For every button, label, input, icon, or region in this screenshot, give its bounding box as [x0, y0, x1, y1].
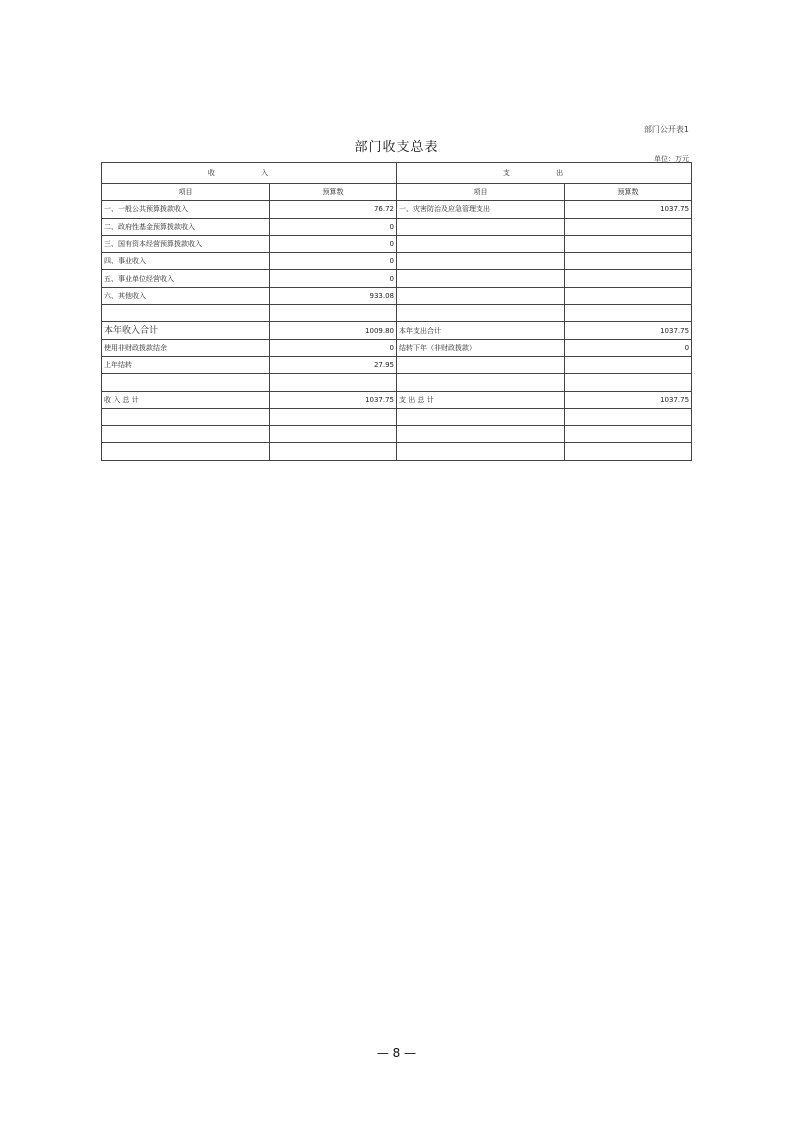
table-row	[102, 201, 692, 218]
table-row	[102, 356, 692, 373]
income-item-cell: 上年结转	[102, 356, 270, 373]
expense-item-cell	[397, 408, 565, 425]
expense-item-cell	[397, 374, 565, 391]
expense-amount-cell	[565, 443, 692, 460]
expense-amount-cell	[565, 356, 692, 373]
table-row	[102, 253, 692, 270]
table-row	[102, 218, 692, 235]
income-amount-cell: 76.72	[270, 201, 397, 218]
income-amount-cell: 0	[270, 339, 397, 356]
expense-item-cell	[397, 218, 565, 235]
income-item-cell: 五、事业单位经营收入	[102, 270, 270, 287]
table-row	[102, 408, 692, 425]
expense-amount-cell	[565, 218, 692, 235]
expense-amount-cell: 1037.75	[565, 201, 692, 218]
income-item-cell: 三、国有资本经营预算拨款收入	[102, 235, 270, 252]
income-amount-cell	[270, 408, 397, 425]
table-code-label: 部门公开表1	[643, 125, 689, 134]
column-header-row	[102, 184, 692, 201]
expense-amount-cell	[565, 305, 692, 322]
expense-item-cell	[397, 356, 565, 373]
budget-summary-table	[101, 162, 692, 461]
expense-item-cell	[397, 305, 565, 322]
income-amount-cell	[270, 374, 397, 391]
page-number: — 8 —	[376, 1046, 417, 1060]
income-item-cell: 本年收入合计	[102, 322, 270, 339]
income-amount-cell	[270, 305, 397, 322]
section-header-row	[102, 163, 692, 184]
expense-amount-cell: 1037.75	[565, 391, 692, 408]
expense-item-header: 项目	[397, 184, 565, 201]
table-row	[102, 426, 692, 443]
income-item-cell	[102, 305, 270, 322]
expense-amount-cell	[565, 270, 692, 287]
expense-item-cell	[397, 235, 565, 252]
income-amount-cell: 1037.75	[270, 391, 397, 408]
income-amount-cell: 0	[270, 253, 397, 270]
income-amount-cell: 0	[270, 218, 397, 235]
expense-item-cell: 本年支出合计	[397, 322, 565, 339]
expense-item-cell	[397, 270, 565, 287]
income-item-cell	[102, 426, 270, 443]
income-amount-header: 预算数	[270, 184, 397, 201]
expense-amount-cell	[565, 253, 692, 270]
expense-item-cell	[397, 287, 565, 304]
table-row	[102, 305, 692, 322]
expense-amount-cell	[565, 235, 692, 252]
income-amount-cell: 0	[270, 235, 397, 252]
page-title: 部门收支总表	[354, 140, 439, 155]
income-amount-cell: 0	[270, 270, 397, 287]
table-row	[102, 443, 692, 460]
income-amount-cell	[270, 426, 397, 443]
income-section-header: 收 入	[102, 163, 397, 184]
expense-amount-cell	[565, 426, 692, 443]
income-item-cell: 收 入 总 计	[102, 391, 270, 408]
expense-item-cell: 一、灾害防治及应急管理支出	[397, 201, 565, 218]
unit-label: 单位：万元	[654, 155, 689, 163]
table-row	[102, 235, 692, 252]
table-row	[102, 322, 692, 339]
expense-amount-cell	[565, 374, 692, 391]
income-item-cell: 使用非财政拨款结余	[102, 339, 270, 356]
expense-amount-cell	[565, 408, 692, 425]
income-item-cell	[102, 443, 270, 460]
income-item-cell: 一、一般公共预算拨款收入	[102, 201, 270, 218]
expense-item-cell	[397, 426, 565, 443]
income-item-cell	[102, 408, 270, 425]
table-row	[102, 270, 692, 287]
expense-amount-cell: 1037.75	[565, 322, 692, 339]
income-item-cell	[102, 374, 270, 391]
income-item-cell: 六、其他收入	[102, 287, 270, 304]
expense-item-cell	[397, 443, 565, 460]
expense-item-cell	[397, 253, 565, 270]
income-amount-cell: 27.95	[270, 356, 397, 373]
income-item-header: 项目	[102, 184, 270, 201]
income-item-cell: 四、事业收入	[102, 253, 270, 270]
expense-amount-cell	[565, 287, 692, 304]
income-amount-cell	[270, 443, 397, 460]
expense-item-cell: 结转下年（非财政拨款）	[397, 339, 565, 356]
income-amount-cell: 933.08	[270, 287, 397, 304]
table-row	[102, 339, 692, 356]
income-amount-cell: 1009.80	[270, 322, 397, 339]
expense-item-cell: 支 出 总 计	[397, 391, 565, 408]
table-row	[102, 287, 692, 304]
table-row	[102, 391, 692, 408]
expense-amount-cell: 0	[565, 339, 692, 356]
table-row	[102, 374, 692, 391]
expense-amount-header: 预算数	[565, 184, 692, 201]
expense-section-header: 支 出	[397, 163, 692, 184]
income-item-cell: 二、政府性基金预算拨款收入	[102, 218, 270, 235]
